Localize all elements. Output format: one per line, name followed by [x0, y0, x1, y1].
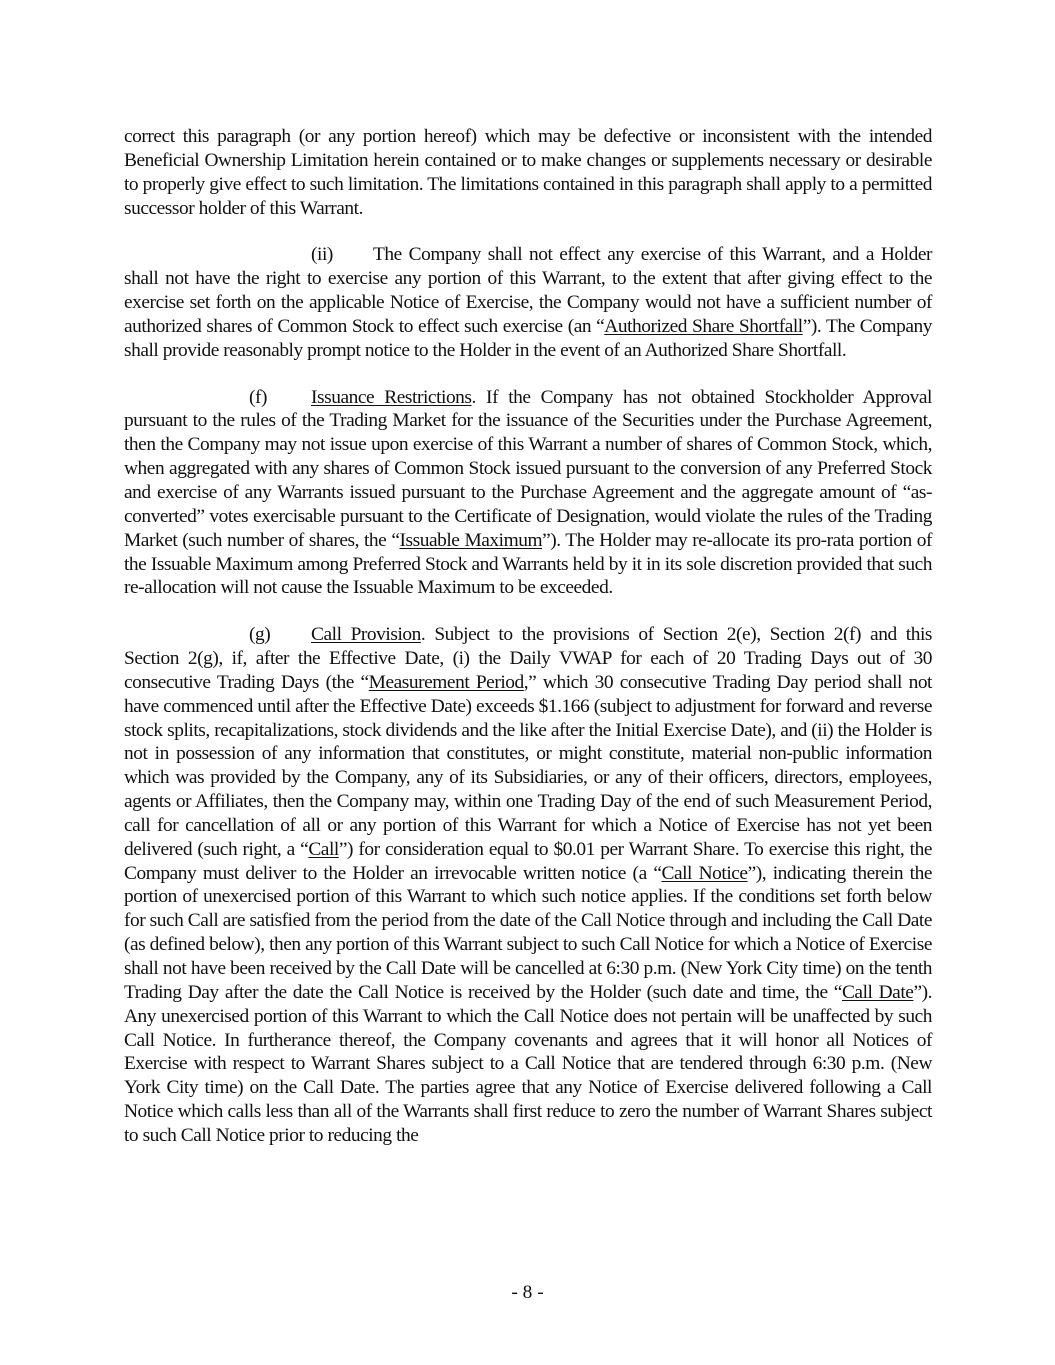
defined-term-call-date: Call Date: [841, 981, 914, 1003]
paragraph-text: ”), indicating therein the portion of unexercised portion of this Warrant to which such notice applies. If the conditions set forth below for such Call are satisfied from the period from the date of the Call Notice through and including the Call Date (as defined below), then any portion of this Warrant subject to such Call Notice for which a Notice of Exercise shall not have been received by the Call Date will be cancelled at 6:30 p.m. (New York City time) on the tenth Trading Day after the date the Call Notice is received by the Holder (such date and time, the “: [124, 862, 933, 1003]
paragraph-text: ”) for consideration equal to $0.01 per Warrant Share. To exercise this right, the Company must deliver to the Holder an irrevocable written notice (a “: [124, 838, 933, 884]
paragraph-text: ,” which 30 consecutive Trading Day period shall not have commenced until after the Effective Date) exceeds $1.166 (subject to adjustment for forward and reverse stock splits, recapitalizations, stock dividends and the like after the Initial Exercise Date), and (ii) the Holder is not in possession of any information that constitutes, or might constitute, material non-public information which was provided by the Company, any of its Subsidiaries, or any of their officers, directors, employees, agents or Affiliates, then the Company may, within one Trading Day of the end of such Measurement Period, call for cancellation of all or any portion of this Warrant for which a Notice of Exercise has not yet been delivered (such right, a “: [124, 671, 932, 860]
paragraph-text: correct this paragraph (or any portion hereof) which may be defective or inconsistent with the intended Beneficial Ownership Limitation herein contained or to make changes or supplements necessary or desirable to properly give effect to such limitation. The limitations contained in this paragraph shall apply to a permitted successor holder of this Warrant.: [124, 126, 932, 219]
section-heading: Issuance Restrictions: [311, 386, 472, 408]
defined-term-call: Call: [308, 838, 339, 860]
section-f-issuance-restrictions: [124, 386, 932, 601]
section-g-call-provision: [124, 623, 932, 1148]
paragraph-text: ”). The Holder may re-allocate its pro-rata portion of the Issuable Maximum among Preferred Stock and Warrants held by it in its sole discretion provided that such re-allocation will not cause the Issuable Maximum to be exceeded.: [124, 529, 932, 599]
section-label: (g): [249, 624, 271, 646]
page-body: [124, 125, 932, 1171]
page-number: - 8 -: [511, 1282, 544, 1303]
paragraph-text: . Subject to the provisions of Section 2(e), Section 2(f) and this Section 2(g), if, after the Effective Date, (i) the Daily VWAP for each of 20 Trading Days out of 30 consecutive Trading Days (the “: [124, 624, 932, 693]
section-heading: Call Provision: [311, 624, 421, 646]
defined-term-measurement-period: Measurement Period: [368, 671, 524, 693]
paragraph-authorized-share-shortfall: [124, 243, 932, 362]
section-label: (f): [249, 386, 268, 408]
clause-label: (ii): [311, 244, 333, 266]
defined-term-issuable-maximum: Issuable Maximum: [399, 529, 543, 551]
paragraph-text: ”). The Company shall provide reasonably prompt notice to the Holder in the event of an Authorized Share Shortfall.: [124, 315, 933, 361]
paragraph-text: The Company shall not effect any exercise of this Warrant, and a Holder shall not have the right to exercise any portion of this Warrant, to the extent that after giving effect to the exercise set forth on the applicable Notice of Exercise, the Company would not have a sufficient number of authorized shares of Common Stock to effect such exercise (an “: [124, 244, 932, 337]
defined-term-call-notice: Call Notice: [661, 862, 748, 884]
paragraph-text: ”). Any unexercised portion of this Warrant to which the Call Notice does not pertain will be unaffected by such Call Notice. In furtherance thereof, the Company covenants and agrees that it will honor all Notices of Exercise with respect to Warrant Shares subject to a Call Notice that are tendered through 6:30 p.m. (New York City time) on the Call Date. The parties agree that any Notice of Exercise delivered following a Call Notice which calls less than all of the Warrants shall first reduce to zero the number of Warrant Shares subject to such Call Notice prior to reducing the: [124, 981, 932, 1146]
paragraph-text: . If the Company has not obtained Stockholder Approval pursuant to the rules of the Trading Market for the issuance of the Securities under the Purchase Agreement, then the Company may not issue upon exercise of this Warrant a number of shares of Common Stock, which, when aggregated with any shares of Common Stock issued pursuant to the conversion of any Preferred Stock and exercise of any Warrants issued pursuant to the Purchase Agreement and the aggregate amount of “as-converted” votes exercisable pursuant to the Certificate of Designation, would violate the rules of the Trading Market (such number of shares, the “: [124, 386, 932, 551]
paragraph-beneficial-ownership-continuation: [124, 125, 932, 220]
defined-term-authorized-share-shortfall: Authorized Share Shortfall: [604, 315, 803, 337]
